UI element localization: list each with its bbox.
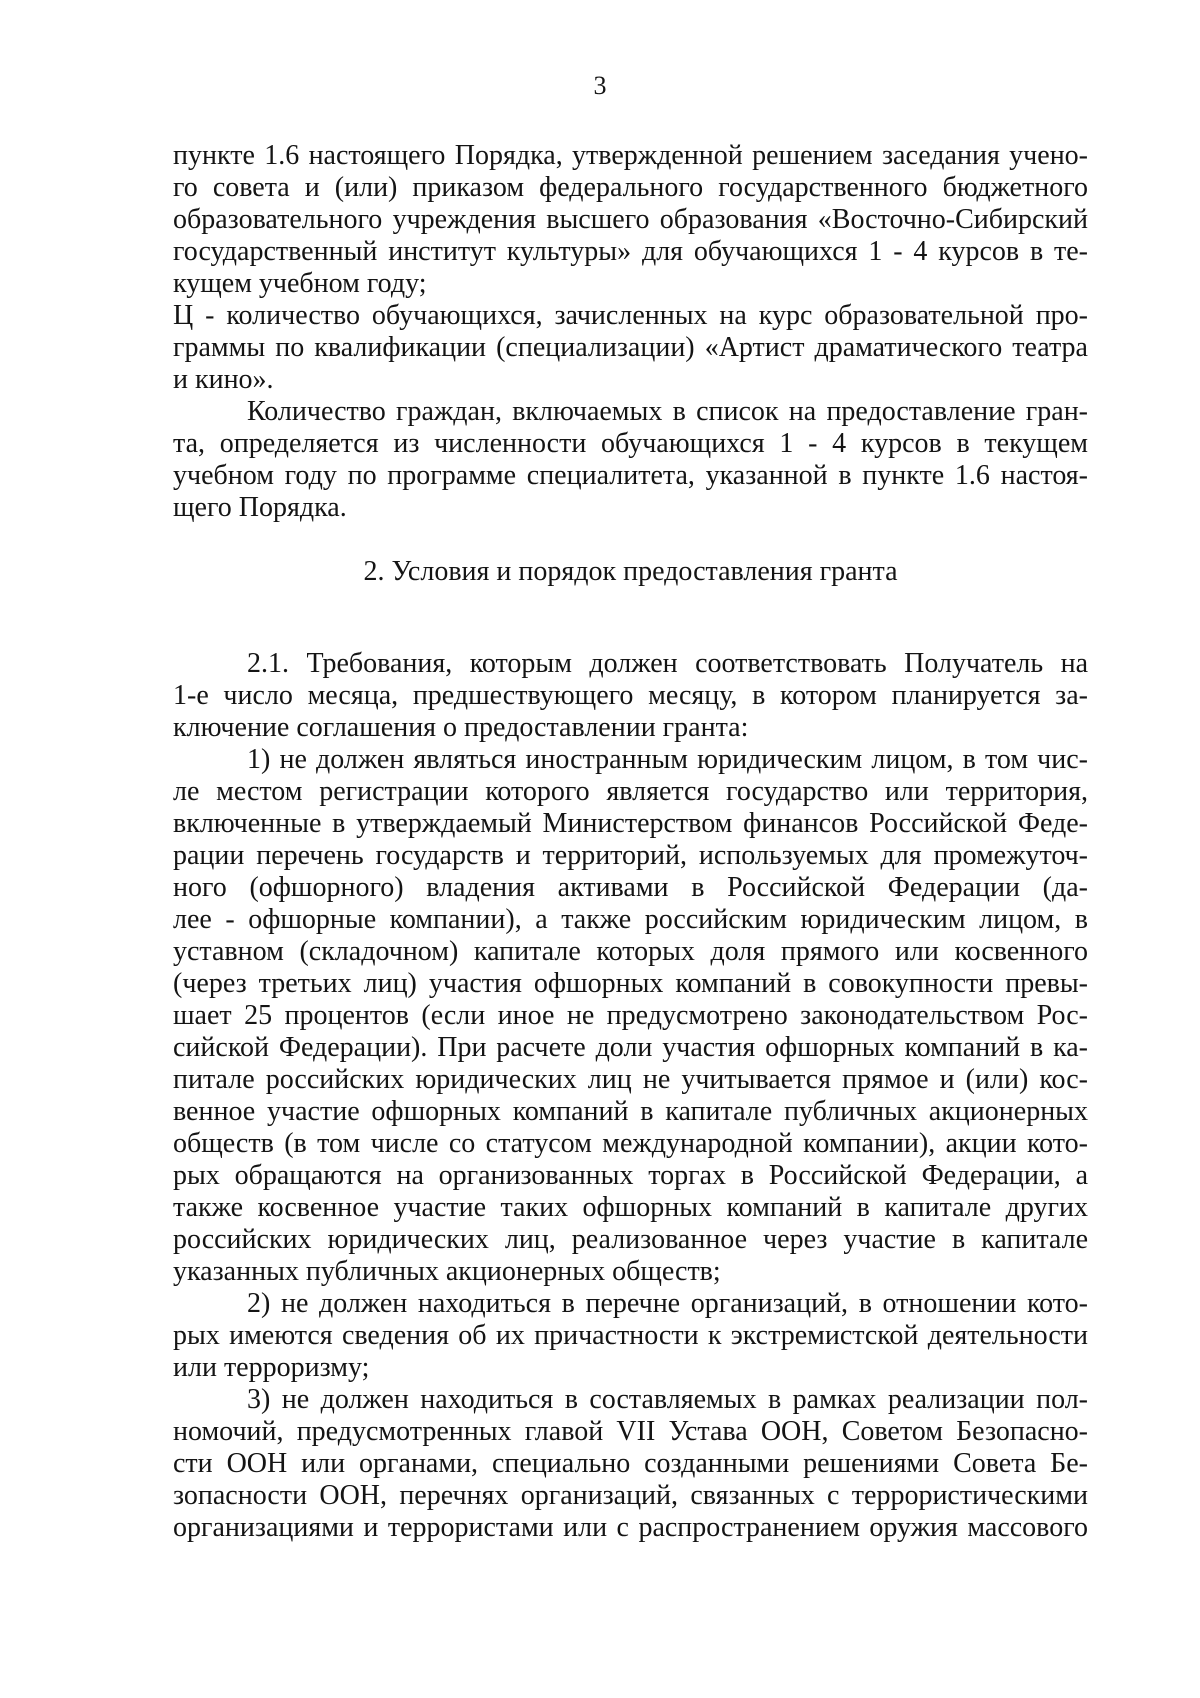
text-line: ле местом регистрации которого является государство или территория, <box>173 776 1088 807</box>
text-line: питале российских юридических лиц не учитывается прямое и (или) кос- <box>173 1064 1088 1095</box>
text-line: пункте 1.6 настоящего Порядка, утвержденной решением заседания учено- <box>173 140 1088 171</box>
text-line: сийской Федерации). При расчете доли участия офшорных компаний в ка- <box>173 1032 1088 1063</box>
text-line: ключение соглашения о предоставлении гранта: <box>173 712 749 743</box>
text-line: 2) не должен находиться в перечне организаций, в отношении кото- <box>247 1288 1088 1319</box>
text-line: образовательного учреждения высшего образования «Восточно-Сибирский <box>173 204 1088 235</box>
text-line: лее - офшорные компании), а также российским юридическим лицом, в <box>173 904 1088 935</box>
text-line: 1-е число месяца, предшествующего месяцу, в котором планируется за- <box>173 680 1088 711</box>
text-line: номочий, предусмотренных главой VII Устава ООН, Советом Безопасно- <box>173 1416 1088 1447</box>
text-line: и кино». <box>173 364 274 395</box>
text-line: зопасности ООН, перечнях организаций, связанных с террористическими <box>173 1480 1088 1511</box>
text-line: (через третьих лиц) участия офшорных компаний в совокупности превы- <box>173 968 1088 999</box>
text-line: Ц - количество обучающихся, зачисленных на курс образовательной про- <box>173 300 1088 331</box>
text-line: кущем учебном году; <box>173 268 427 299</box>
paragraph <box>173 648 1088 744</box>
text-line: Количество граждан, включаемых в список на предоставление гран- <box>247 396 1088 427</box>
text-line: также косвенное участие таких офшорных компаний в капитале других <box>173 1192 1088 1223</box>
paragraph <box>173 300 1088 396</box>
text-line: организациями и террористами или с распространением оружия массового <box>173 1512 1088 1543</box>
text-line: рых обращаются на организованных торгах в Российской Федерации, а <box>173 1160 1088 1191</box>
text-line: включенные в утверждаемый Министерством финансов Российской Феде- <box>173 808 1088 839</box>
text-line: 1) не должен являться иностранным юридическим лицом, в том чис- <box>247 744 1088 775</box>
text-line: российских юридических лиц, реализованное через участие в капитале <box>173 1224 1088 1255</box>
text-line: указанных публичных акционерных обществ; <box>173 1256 721 1287</box>
document-body <box>173 140 1088 1544</box>
text-line: 3) не должен находиться в составляемых в рамках реализации пол- <box>247 1384 1088 1415</box>
list-item <box>173 1384 1088 1544</box>
text-line: венное участие офшорных компаний в капитале публичных акционерных <box>173 1096 1088 1127</box>
text-line: ного (офшорного) владения активами в Российской Федерации (да- <box>173 872 1088 903</box>
text-line: учебном году по программе специалитета, указанной в пункте 1.6 настоя- <box>173 460 1088 491</box>
paragraph <box>173 396 1088 524</box>
text-line: та, определяется из численности обучающихся 1 - 4 курсов в текущем <box>173 428 1088 459</box>
text-line: рых имеются сведения об их причастности к экстремистской деятельности <box>173 1320 1088 1351</box>
text-line: рации перечень государств и территорий, используемых для промежуточ- <box>173 840 1088 871</box>
text-line: сти ООН или органами, специально созданными решениями Совета Бе- <box>173 1448 1088 1479</box>
list-item <box>173 1288 1088 1384</box>
text-line: шает 25 процентов (если иное не предусмотрено законодательством Рос- <box>173 1000 1088 1031</box>
page-number: 3 <box>593 71 607 100</box>
text-line: 2.1. Требования, которым должен соответствовать Получатель на <box>247 648 1088 679</box>
text-line: или терроризму; <box>173 1352 370 1383</box>
paragraph <box>173 140 1088 300</box>
section-heading: 2. Условия и порядок предоставления гранта <box>363 556 898 587</box>
text-line: государственный институт культуры» для обучающихся 1 - 4 курсов в те- <box>173 236 1088 267</box>
text-line: щего Порядка. <box>173 492 347 523</box>
text-line: граммы по квалификации (специализации) «Артист драматического театра <box>173 332 1088 363</box>
text-line: го совета и (или) приказом федерального государственного бюджетного <box>173 172 1088 203</box>
text-line: обществ (в том числе со статусом международной компании), акции кото- <box>173 1128 1088 1159</box>
text-line: уставном (складочном) капитале которых доля прямого или косвенного <box>173 936 1088 967</box>
list-item <box>173 744 1088 1288</box>
